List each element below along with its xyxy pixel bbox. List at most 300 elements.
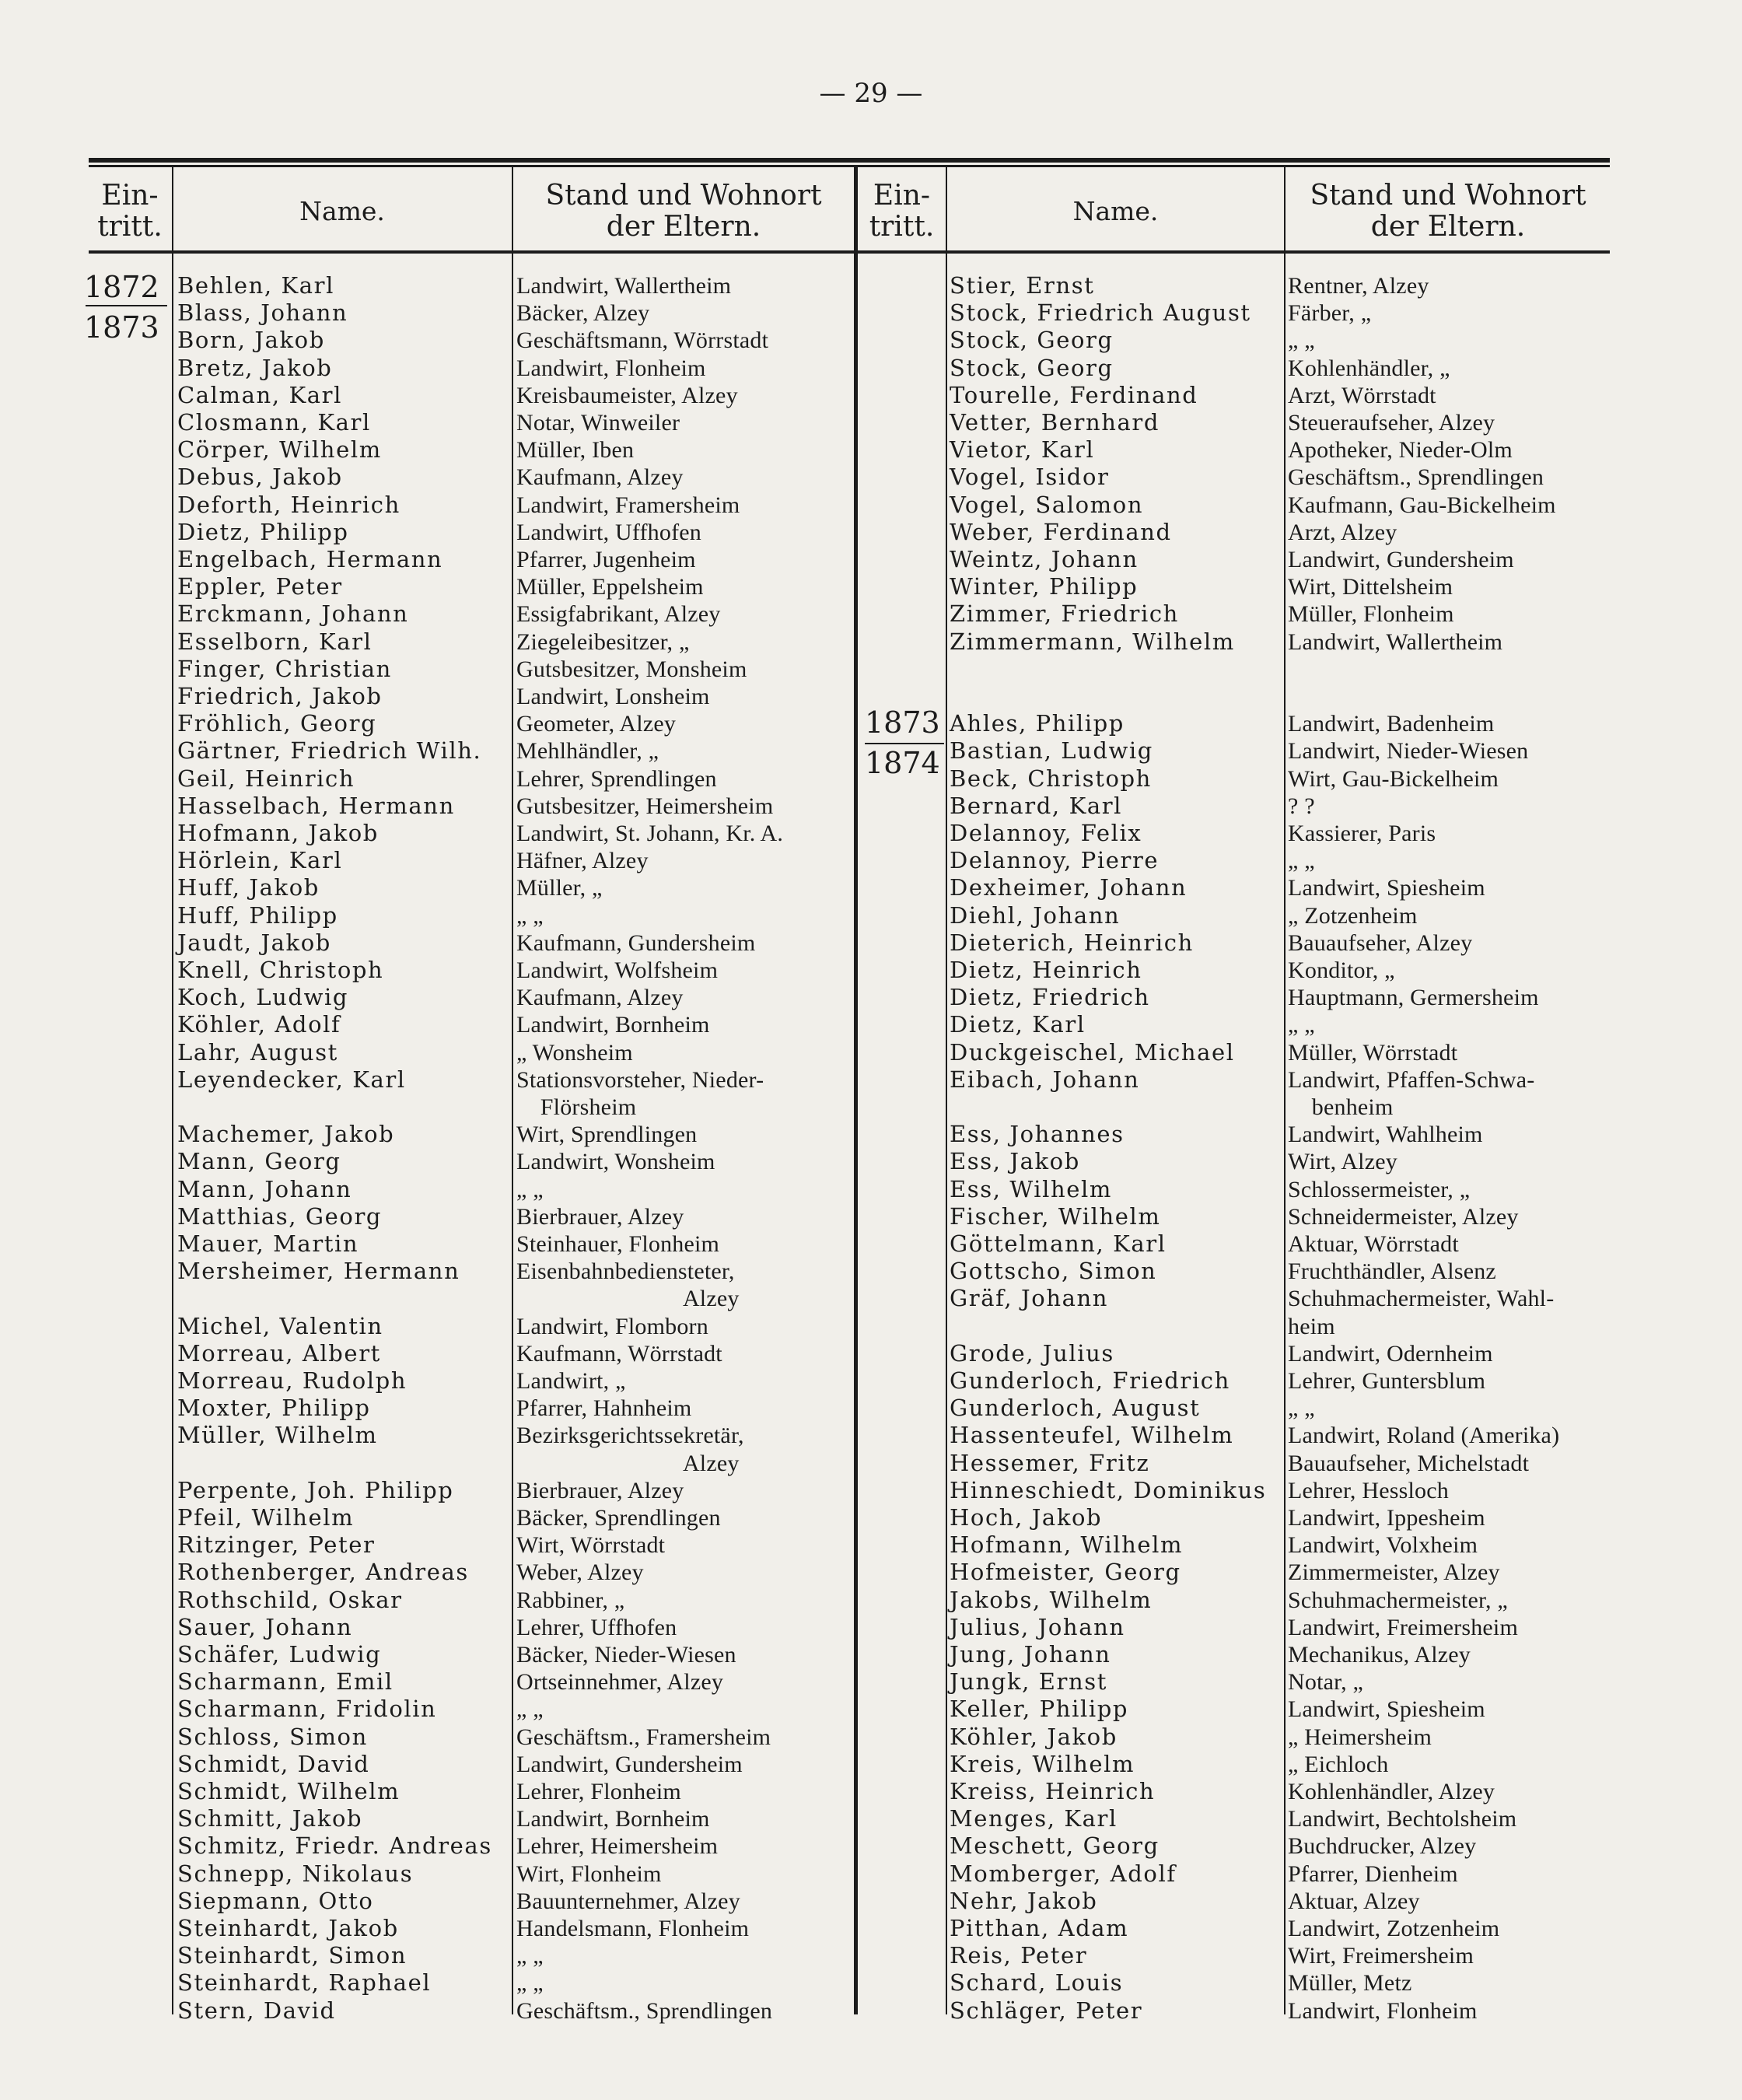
person-name: Dietz, Heinrich <box>950 957 1142 983</box>
parents-occupation-residence: benheim <box>1288 1094 1394 1120</box>
person-name: Morreau, Albert <box>177 1339 381 1367</box>
person-name: Scharmann, Fridolin <box>177 1696 437 1723</box>
person-name: Jungk, Ernst <box>950 1668 1107 1696</box>
right-entry-year: 1874 <box>865 746 940 780</box>
parents-occupation-residence: Landwirt, Zotzenheim <box>1288 1916 1500 1941</box>
right-name-header: Name. <box>1072 196 1159 226</box>
parents-occupation-residence: Landwirt, Bechtolsheim <box>1288 1806 1517 1832</box>
left-parents-header: Stand und Wohnort der Eltern. <box>545 180 822 243</box>
parents-occupation-residence: Eisenbahnbediensteter, <box>516 1258 735 1285</box>
parents-occupation-residence: Färber, „ <box>1288 300 1372 327</box>
register-row <box>0 546 1742 573</box>
parents-occupation-residence: Aktuar, Alzey <box>1288 1888 1420 1914</box>
register-row <box>0 272 1742 299</box>
parents-occupation-residence: Landwirt, Wolfsheim <box>516 957 719 983</box>
parents-occupation-residence: Aktuar, Wörrstadt <box>1288 1231 1459 1257</box>
person-name: Dieterich, Heinrich <box>950 929 1194 956</box>
person-name: Köhler, Jakob <box>950 1723 1118 1750</box>
person-name: Leyendecker, Karl <box>177 1066 406 1093</box>
person-name: Stock, Georg <box>950 354 1114 381</box>
register-row <box>0 705 1742 740</box>
person-name: Hasselbach, Hermann <box>177 792 455 819</box>
parents-occupation-residence: Wirt, Freimersheim <box>1288 1943 1474 1969</box>
register-row <box>0 299 1742 327</box>
parents-occupation-residence: Kaufmann, Alzey <box>516 985 684 1011</box>
person-name: Hofmeister, Georg <box>950 1559 1181 1586</box>
person-name: Winter, Philipp <box>950 573 1139 600</box>
person-name: Zimmermann, Wilhelm <box>950 628 1235 655</box>
right-entry-year: 1873 <box>865 705 940 740</box>
register-row <box>0 519 1742 546</box>
person-name: Duckgeischel, Michael <box>950 1038 1235 1066</box>
person-name: Moxter, Philipp <box>177 1395 371 1422</box>
register-row <box>0 1148 1742 1175</box>
register-row <box>0 1860 1742 1888</box>
register-row <box>0 1340 1742 1367</box>
parents-occupation-residence: Landwirt, St. Johann, Kr. A. <box>516 821 784 846</box>
header-bottom-rule <box>89 250 1610 254</box>
parents-occupation-residence: Schneidermeister, Alzey <box>1288 1203 1519 1230</box>
person-name: Calman, Karl <box>177 381 342 408</box>
parents-occupation-residence: „ „ <box>516 1943 544 1969</box>
parents-occupation-residence: Wirt, Dittelsheim <box>1288 574 1453 600</box>
register-row <box>0 1778 1742 1805</box>
register-row <box>0 1969 1742 1997</box>
person-name: Ess, Jakob <box>950 1148 1080 1175</box>
parents-occupation-residence: Landwirt, Wallertheim <box>516 273 732 299</box>
person-name: Morreau, Rudolph <box>177 1367 408 1394</box>
parents-occupation-residence: Müller, Wörrstadt <box>1288 1039 1458 1066</box>
parents-occupation-residence: „ Zotzenheim <box>1288 902 1418 929</box>
register-row <box>0 1696 1742 1723</box>
register-row <box>0 1285 1742 1312</box>
person-name: Schmitz, Friedr. Andreas <box>177 1832 492 1860</box>
parents-occupation-residence: Wirt, Alzey <box>1288 1149 1397 1175</box>
person-name: Schmidt, David <box>177 1750 370 1777</box>
person-name: Erckmann, Johann <box>177 600 409 628</box>
person-name: Esselborn, Karl <box>177 628 373 655</box>
register-row <box>0 1313 1742 1340</box>
parents-occupation-residence: Bauunternehmer, Alzey <box>516 1888 740 1914</box>
parents-occupation-residence: Landwirt, „ <box>516 1368 626 1394</box>
register-row <box>0 1367 1742 1395</box>
parents-occupation-residence: „ „ <box>1288 1395 1315 1422</box>
left-entry-year: 1873 <box>84 310 159 345</box>
register-row <box>0 1531 1742 1559</box>
register-row <box>0 1230 1742 1258</box>
parents-occupation-residence: Rentner, Alzey <box>1288 273 1429 299</box>
parents-occupation-residence: „ „ <box>1288 1012 1315 1038</box>
right-entry-header: Ein- tritt. <box>869 180 935 243</box>
parents-occupation-residence: Kaufmann, Wörrstadt <box>516 1340 722 1367</box>
person-name: Hörlein, Karl <box>177 847 343 874</box>
parents-occupation-residence: Wirt, Sprendlingen <box>516 1122 698 1148</box>
person-name: Jaudt, Jakob <box>177 929 331 956</box>
register-row <box>0 1997 1742 2025</box>
register-row <box>0 847 1742 874</box>
register-row <box>0 765 1742 793</box>
person-name: Dexheimer, Johann <box>950 874 1188 901</box>
parents-occupation-residence: ? ? <box>1288 793 1315 819</box>
person-name: Closmann, Karl <box>177 409 371 436</box>
person-name: Vogel, Salomon <box>950 491 1144 518</box>
parents-occupation-residence: Geometer, Alzey <box>516 711 677 737</box>
person-name: Weber, Ferdinand <box>950 518 1172 545</box>
register-row <box>0 1587 1742 1614</box>
register-row <box>0 1888 1742 1915</box>
parents-occupation-residence: Wirt, Gau-Bickelheim <box>1288 765 1499 792</box>
parents-occupation-residence: Pfarrer, Hahnheim <box>516 1395 692 1422</box>
parents-occupation-residence: Lehrer, Flonheim <box>516 1779 681 1804</box>
parents-occupation-residence: Ziegeleibesitzer, „ <box>516 628 690 655</box>
parents-occupation-residence: „ „ <box>1288 848 1315 874</box>
person-name: Michel, Valentin <box>177 1312 383 1339</box>
register-row <box>0 1176 1742 1203</box>
parents-occupation-residence: Wirt, Flonheim <box>516 1860 662 1887</box>
register-row <box>0 1559 1742 1586</box>
person-name: Beck, Christoph <box>950 765 1152 792</box>
register-row <box>0 737 1742 765</box>
parents-occupation-residence: Arzt, Alzey <box>1288 519 1397 545</box>
parents-occupation-residence: Kreisbaumeister, Alzey <box>516 382 738 408</box>
parents-occupation-residence: „ „ <box>1288 327 1315 354</box>
register-row <box>0 1011 1742 1038</box>
person-name: Keller, Philipp <box>950 1696 1129 1723</box>
parents-occupation-residence: Kassierer, Paris <box>1288 821 1436 846</box>
register-row <box>0 1039 1742 1066</box>
parents-occupation-residence: Alzey <box>516 1450 740 1476</box>
person-name: Schäfer, Ludwig <box>177 1641 382 1668</box>
person-name: Matthias, Georg <box>177 1202 383 1230</box>
parents-occupation-residence: Landwirt, Gundersheim <box>516 1751 743 1777</box>
parents-occupation-residence: Rabbiner, „ <box>516 1587 625 1613</box>
person-name: Mauer, Martin <box>177 1230 359 1257</box>
register-row <box>0 656 1742 683</box>
person-name: Kreis, Wilhelm <box>950 1750 1135 1777</box>
person-name: Dietz, Philipp <box>177 518 349 545</box>
register-row <box>0 409 1742 436</box>
parents-occupation-residence: Landwirt, Wahlheim <box>1288 1122 1483 1148</box>
parents-occupation-residence: Landwirt, Spiesheim <box>1288 875 1485 901</box>
person-name: Weintz, Johann <box>950 546 1139 572</box>
parents-occupation-residence: Landwirt, Flomborn <box>516 1313 708 1339</box>
person-name: Scharmann, Emil <box>177 1668 394 1696</box>
left-entry-header: Ein- tritt. <box>97 180 163 243</box>
parents-occupation-residence: Alzey <box>516 1286 740 1312</box>
person-name: Koch, Ludwig <box>177 984 349 1011</box>
parents-occupation-residence: Landwirt, Spiesheim <box>1288 1696 1485 1723</box>
parents-occupation-residence: Geschäftsm., Sprendlingen <box>516 1997 773 2024</box>
register-row <box>0 957 1742 984</box>
person-name: Ritzinger, Peter <box>177 1531 376 1559</box>
register-row <box>0 1668 1742 1696</box>
left-name-header: Name. <box>299 196 385 226</box>
person-name: Zimmer, Friedrich <box>950 600 1179 628</box>
parents-occupation-residence: Landwirt, Ippesheim <box>1288 1505 1485 1531</box>
person-name: Gunderloch, Friedrich <box>950 1367 1230 1394</box>
person-name: Müller, Wilhelm <box>177 1422 378 1449</box>
person-name: Hinneschiedt, Dominikus <box>950 1476 1267 1503</box>
parents-occupation-residence: Wirt, Wörrstadt <box>516 1532 666 1559</box>
register-row <box>0 1641 1742 1668</box>
parents-occupation-residence: Steueraufseher, Alzey <box>1288 410 1495 436</box>
person-name: Ess, Johannes <box>950 1121 1125 1148</box>
register-row <box>0 1395 1742 1422</box>
person-name: Eppler, Peter <box>177 573 343 600</box>
parents-occupation-residence: Landwirt, Roland (Amerika) <box>1288 1423 1560 1449</box>
person-name: Jakobs, Wilhelm <box>950 1586 1153 1613</box>
parents-occupation-residence: Geschäftsmann, Wörrstadt <box>516 327 769 354</box>
register-row <box>0 1915 1742 1942</box>
parents-occupation-residence: Kaufmann, Gundersheim <box>516 929 756 956</box>
parents-occupation-residence: Steinhauer, Flonheim <box>516 1231 720 1257</box>
person-name: Dietz, Karl <box>950 1011 1086 1038</box>
register-row <box>0 628 1742 656</box>
person-name: Ahles, Philipp <box>950 710 1125 737</box>
person-name: Lahr, August <box>177 1038 338 1066</box>
parents-occupation-residence: Bierbrauer, Alzey <box>516 1203 684 1230</box>
register-row <box>0 683 1742 710</box>
parents-occupation-residence: Bäcker, Nieder-Wiesen <box>516 1642 736 1668</box>
register-row <box>0 1066 1742 1094</box>
person-name: Huff, Jakob <box>177 874 320 901</box>
person-name: Julius, Johann <box>950 1613 1125 1640</box>
register-row <box>0 1832 1742 1860</box>
person-name: Göttelmann, Karl <box>950 1230 1167 1257</box>
person-name: Mersheimer, Hermann <box>177 1258 460 1285</box>
parents-occupation-residence: Geschäftsm., Framersheim <box>516 1724 771 1750</box>
parents-occupation-residence: „ Heimersheim <box>1288 1724 1432 1750</box>
parents-occupation-residence: „ Eichloch <box>1288 1751 1389 1777</box>
register-row <box>0 492 1742 519</box>
parents-occupation-residence: Gutsbesitzer, Monsheim <box>516 656 747 682</box>
person-name: Geil, Heinrich <box>177 765 355 792</box>
person-name: Friedrich, Jakob <box>177 683 383 709</box>
person-name: Bretz, Jakob <box>177 354 333 381</box>
register-row <box>0 820 1742 847</box>
parents-occupation-residence: Kaufmann, Gau-Bickelheim <box>1288 492 1556 518</box>
person-name: Rothschild, Oskar <box>177 1586 403 1613</box>
parents-occupation-residence: Mechanikus, Alzey <box>1288 1642 1471 1668</box>
parents-occupation-residence: Ortseinnehmer, Alzey <box>516 1669 724 1696</box>
person-name: Meschett, Georg <box>950 1832 1160 1860</box>
person-name: Rothenberger, Andreas <box>177 1559 469 1586</box>
person-name: Hessemer, Fritz <box>950 1449 1150 1476</box>
person-name: Stern, David <box>177 1997 336 2024</box>
person-name: Fröhlich, Georg <box>177 710 377 737</box>
register-row <box>0 1751 1742 1778</box>
parents-occupation-residence: Müller, Flonheim <box>1288 601 1454 628</box>
parents-occupation-residence: Müller, Iben <box>516 437 635 464</box>
person-name: Fischer, Wilhelm <box>950 1202 1161 1230</box>
register-row <box>0 1422 1742 1449</box>
parents-occupation-residence: Gutsbesitzer, Heimersheim <box>516 793 774 819</box>
parents-occupation-residence: heim <box>1288 1313 1335 1339</box>
parents-occupation-residence: Geschäftsm., Sprendlingen <box>1288 464 1544 491</box>
parents-occupation-residence: Bezirksgerichtssekretär, <box>516 1423 744 1449</box>
parents-occupation-residence: Landwirt, Uffhofen <box>516 519 701 545</box>
person-name: Pfeil, Wilhelm <box>177 1504 355 1531</box>
parents-occupation-residence: Apotheker, Nieder-Olm <box>1288 437 1513 464</box>
person-name: Blass, Johann <box>177 299 348 327</box>
person-name: Born, Jakob <box>177 327 325 354</box>
person-name: Hassenteufel, Wilhelm <box>950 1422 1234 1449</box>
person-name: Behlen, Karl <box>177 272 334 299</box>
register-row <box>0 1942 1742 1969</box>
person-name: Reis, Peter <box>950 1942 1088 1969</box>
parents-occupation-residence: „ „ <box>516 1176 544 1202</box>
parents-occupation-residence: Lehrer, Sprendlingen <box>516 765 717 792</box>
person-name: Vetter, Bernhard <box>950 409 1160 436</box>
parents-occupation-residence: Landwirt, Framersheim <box>516 492 740 518</box>
person-name: Steinhardt, Jakob <box>177 1915 399 1941</box>
person-name: Köhler, Adolf <box>177 1011 341 1038</box>
parents-occupation-residence: Landwirt, Flonheim <box>516 355 706 381</box>
parents-occupation-residence: Stationsvorsteher, Nieder- <box>516 1066 764 1093</box>
parents-occupation-residence: Lehrer, Uffhofen <box>516 1614 677 1640</box>
register-row <box>0 1724 1742 1751</box>
parents-occupation-residence: Weber, Alzey <box>516 1559 644 1586</box>
person-name: Menges, Karl <box>950 1805 1118 1832</box>
parents-occupation-residence: Bauaufseher, Michelstadt <box>1288 1450 1530 1476</box>
register-row <box>0 436 1742 464</box>
parents-occupation-residence: Kohlenhändler, „ <box>1288 355 1450 381</box>
person-name: Momberger, Adolf <box>950 1860 1177 1887</box>
person-name: Engelbach, Hermann <box>177 546 443 572</box>
header-top-rule-thin <box>89 165 1610 167</box>
parents-occupation-residence: Landwirt, Nieder-Wiesen <box>1288 738 1529 765</box>
person-name: Hofmann, Wilhelm <box>950 1531 1184 1559</box>
parents-occupation-residence: Lehrer, Guntersblum <box>1288 1368 1486 1394</box>
parents-occupation-residence: Landwirt, Badenheim <box>1288 711 1495 737</box>
register-row <box>0 874 1742 901</box>
parents-occupation-residence: Schuhmachermeister, Wahl- <box>1288 1286 1555 1312</box>
parents-occupation-residence: Landwirt, Bornheim <box>516 1012 710 1038</box>
parents-occupation-residence: Zimmermeister, Alzey <box>1288 1559 1500 1586</box>
parents-occupation-residence: Landwirt, Volxheim <box>1288 1532 1478 1559</box>
parents-occupation-residence: Müller, Metz <box>1288 1970 1412 1997</box>
parents-occupation-residence: „ „ <box>516 1970 544 1997</box>
parents-occupation-residence: Arzt, Wörrstadt <box>1288 382 1436 408</box>
register-row <box>0 929 1742 957</box>
parents-occupation-residence: Pfarrer, Dienheim <box>1288 1860 1458 1887</box>
parents-occupation-residence: Landwirt, Gundersheim <box>1288 547 1514 572</box>
parents-occupation-residence: Notar, „ <box>1288 1669 1364 1696</box>
person-name: Huff, Philipp <box>177 901 338 929</box>
register-row <box>0 573 1742 600</box>
person-name: Mann, Georg <box>177 1148 341 1175</box>
register-row <box>0 1203 1742 1230</box>
person-name: Steinhardt, Raphael <box>177 1969 432 1997</box>
left-entry-year: 1872 <box>84 270 159 304</box>
register-row <box>0 1614 1742 1641</box>
person-name: Finger, Christian <box>177 655 392 682</box>
parents-occupation-residence: Lehrer, Heimersheim <box>516 1833 719 1860</box>
parents-occupation-residence: Bäcker, Sprendlingen <box>516 1505 721 1531</box>
register-row <box>0 355 1742 382</box>
register-row <box>0 902 1742 929</box>
parents-occupation-residence: Häfner, Alzey <box>516 848 649 874</box>
person-name: Gottscho, Simon <box>950 1258 1157 1285</box>
parents-occupation-residence: Bierbrauer, Alzey <box>516 1477 684 1503</box>
register-row <box>0 600 1742 628</box>
person-name: Kreiss, Heinrich <box>950 1778 1156 1804</box>
person-name: Stier, Ernst <box>950 272 1095 299</box>
person-name: Eibach, Johann <box>950 1066 1140 1093</box>
parents-occupation-residence: Konditor, „ <box>1288 957 1395 983</box>
register-row <box>0 793 1742 820</box>
person-name: Dietz, Friedrich <box>950 984 1150 1011</box>
parents-occupation-residence: Müller, Eppelsheim <box>516 574 704 600</box>
parents-occupation-residence: Landwirt, Wonsheim <box>516 1149 715 1175</box>
page-number: — 29 — <box>819 78 923 109</box>
register-row <box>0 1121 1742 1148</box>
person-name: Schmitt, Jakob <box>177 1805 363 1832</box>
register-row <box>0 1258 1742 1285</box>
person-name: Delannoy, Felix <box>950 820 1142 846</box>
header-top-rule <box>89 158 1610 163</box>
parents-occupation-residence: Landwirt, Pfaffen-Schwa- <box>1288 1066 1535 1093</box>
parents-occupation-residence: Landwirt, Odernheim <box>1288 1340 1493 1367</box>
parents-occupation-residence: „ Wonsheim <box>516 1039 633 1066</box>
parents-occupation-residence: Handelsmann, Flonheim <box>516 1916 750 1941</box>
person-name: Debus, Jakob <box>177 464 343 491</box>
person-name: Bernard, Karl <box>950 792 1123 819</box>
person-name: Stock, Friedrich August <box>950 299 1251 327</box>
parents-occupation-residence: Landwirt, Flonheim <box>1288 1997 1478 2024</box>
parents-occupation-residence: „ „ <box>516 1696 544 1723</box>
person-name: Sauer, Johann <box>177 1613 353 1640</box>
person-name: Vietor, Karl <box>950 436 1095 464</box>
parents-occupation-residence: Flörsheim <box>516 1094 637 1120</box>
parents-occupation-residence: Notar, Winweiler <box>516 410 680 436</box>
person-name: Gräf, Johann <box>950 1285 1109 1312</box>
person-name: Mann, Johann <box>177 1175 352 1202</box>
parents-occupation-residence: „ „ <box>516 902 544 929</box>
parents-occupation-residence: Schlossermeister, „ <box>1288 1176 1471 1202</box>
register-row <box>0 327 1742 354</box>
person-name: Ess, Wilhelm <box>950 1175 1113 1202</box>
person-name: Deforth, Heinrich <box>177 491 401 518</box>
parents-occupation-residence: Fruchthändler, Alsenz <box>1288 1258 1496 1285</box>
parents-occupation-residence: Landwirt, Bornheim <box>516 1806 710 1832</box>
register-row <box>0 382 1742 409</box>
register-row <box>0 1477 1742 1504</box>
person-name: Grode, Julius <box>950 1339 1114 1367</box>
person-name: Gunderloch, August <box>950 1395 1201 1422</box>
person-name: Schard, Louis <box>950 1969 1124 1997</box>
parents-occupation-residence: Bäcker, Alzey <box>516 300 650 327</box>
person-name: Hoch, Jakob <box>950 1504 1103 1531</box>
person-name: Schmidt, Wilhelm <box>177 1778 401 1804</box>
parents-occupation-residence: Landwirt, Wallertheim <box>1288 628 1503 655</box>
person-name: Knell, Christoph <box>177 957 384 983</box>
person-name: Vogel, Isidor <box>950 464 1110 491</box>
parents-occupation-residence: Landwirt, Lonsheim <box>516 684 710 709</box>
person-name: Schloss, Simon <box>177 1723 368 1750</box>
register-row <box>0 1450 1742 1477</box>
person-name: Steinhardt, Simon <box>177 1942 408 1969</box>
person-name: Diehl, Johann <box>950 901 1121 929</box>
person-name: Delannoy, Pierre <box>950 847 1160 874</box>
register-row <box>0 464 1742 491</box>
person-name: Pitthan, Adam <box>950 1915 1129 1941</box>
person-name: Hofmann, Jakob <box>177 820 379 846</box>
right-parents-header: Stand und Wohnort der Eltern. <box>1310 180 1586 243</box>
person-name: Stock, Georg <box>950 327 1114 354</box>
person-name: Siepmann, Otto <box>177 1887 374 1914</box>
parents-occupation-residence: Bauaufseher, Alzey <box>1288 929 1473 956</box>
